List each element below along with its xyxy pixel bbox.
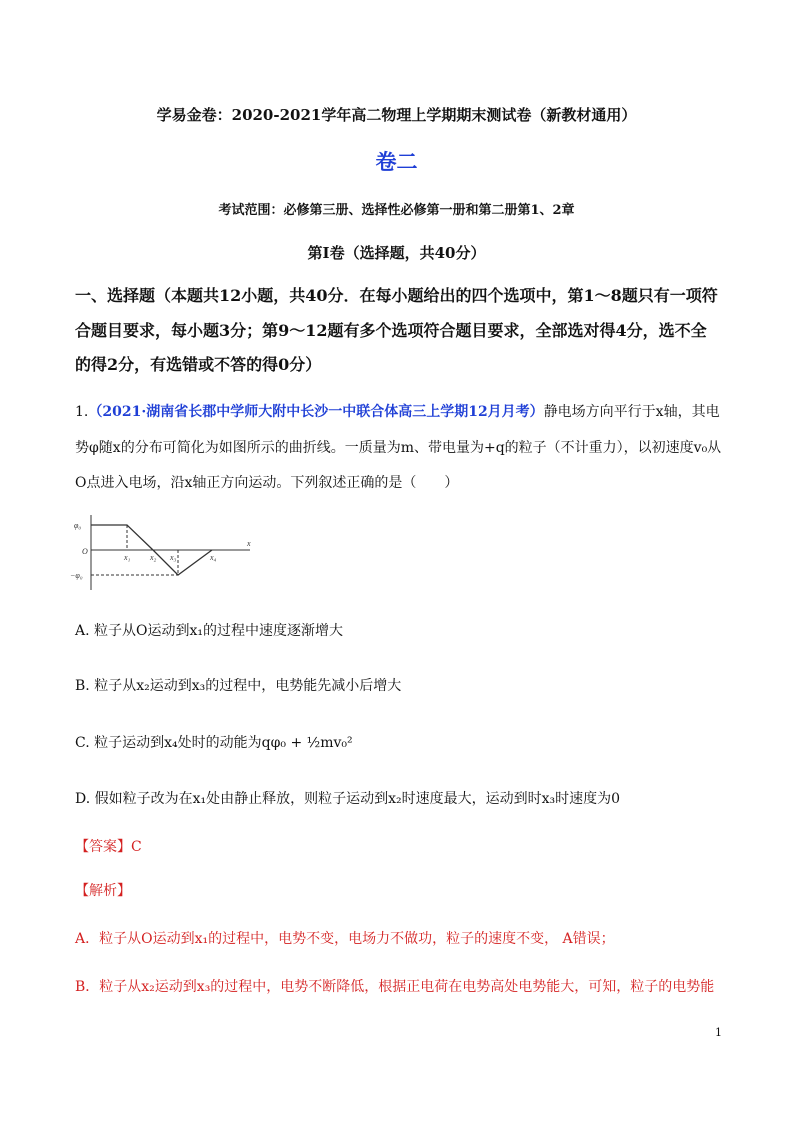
option-a: A. 粒子从O运动到x₁的过程中速度逐渐增大 (75, 623, 343, 639)
label-origin: O (82, 547, 88, 556)
question-source: （2021·湖南省长郡中学师大附中长沙一中联合体高三上学期12月月考） (88, 404, 544, 420)
page-number: 1 (715, 1026, 722, 1039)
option-d: D. 假如粒子改为在x₁处由静止释放，则粒子运动到x₂时速度最大，运动到时x₃时速度为0 (75, 791, 621, 807)
label-x3: x₃ (170, 553, 177, 562)
doc-subtitle: 卷二 (375, 149, 418, 174)
question-number: 1. (75, 404, 89, 420)
option-b: B. 粒子从x₂运动到x₃的过程中，电势能先减小后增大 (75, 678, 402, 694)
doc-title: 学易金卷：2020-2021学年高二物理上学期期末测试卷（新教材通用） (156, 106, 637, 124)
part-heading: 第Ⅰ卷（选择题，共40分） (307, 244, 486, 262)
question-line-2: 势φ随x的分布可简化为如图所示的曲折线。一质量为m、带电量为+q的粒子（不计重力），以初速度v₀从 (75, 440, 722, 456)
label-x4: x₄ (210, 553, 217, 562)
analysis-line: A．粒子从O运动到x₁的过程中，电势不变，电场力不做功，粒子的速度不变， A错误； (75, 931, 615, 947)
question-text: 静电场方向平行于x轴，其电 (543, 404, 720, 420)
section-line: 合题目要求，每小题3分；第9～12题有多个选项符合题目要求，全部选对得4分，选不全 (75, 321, 707, 340)
question-line-3: O点进入电场，沿x轴正方向运动。下列叙述正确的是（ ） (75, 475, 459, 491)
label-phi0: φ₀ (74, 521, 82, 530)
exam-scope: 考试范围：必修第三册、选择性必修第一册和第二册第1、2章 (218, 203, 575, 218)
analysis-label: 【解析】 (75, 883, 131, 899)
label-neg-phi0: −φ₀ (70, 571, 83, 580)
label-x: x (247, 539, 251, 548)
question-line-1 (75, 401, 720, 421)
section-line: 的得2分，有选错或不答的得0分） (75, 355, 322, 374)
label-x1: x₁ (124, 553, 131, 562)
analysis-line: B．粒子从x₂运动到x₃的过程中，电势不断降低，根据正电荷在电势高处电势能大，可知，粒子的电势能 (75, 979, 715, 995)
section-line: 一、选择题（本题共12小题，共40分．在每小题给出的四个选项中，第1～8题只有一项符 (75, 286, 718, 305)
answer-label: 【答案】C (75, 839, 142, 855)
potential-graph (70, 510, 260, 595)
option-c: C. 粒子运动到x₄处时的动能为qφ₀ + ½mv₀² (75, 735, 353, 751)
label-x2: x₂ (150, 553, 157, 562)
